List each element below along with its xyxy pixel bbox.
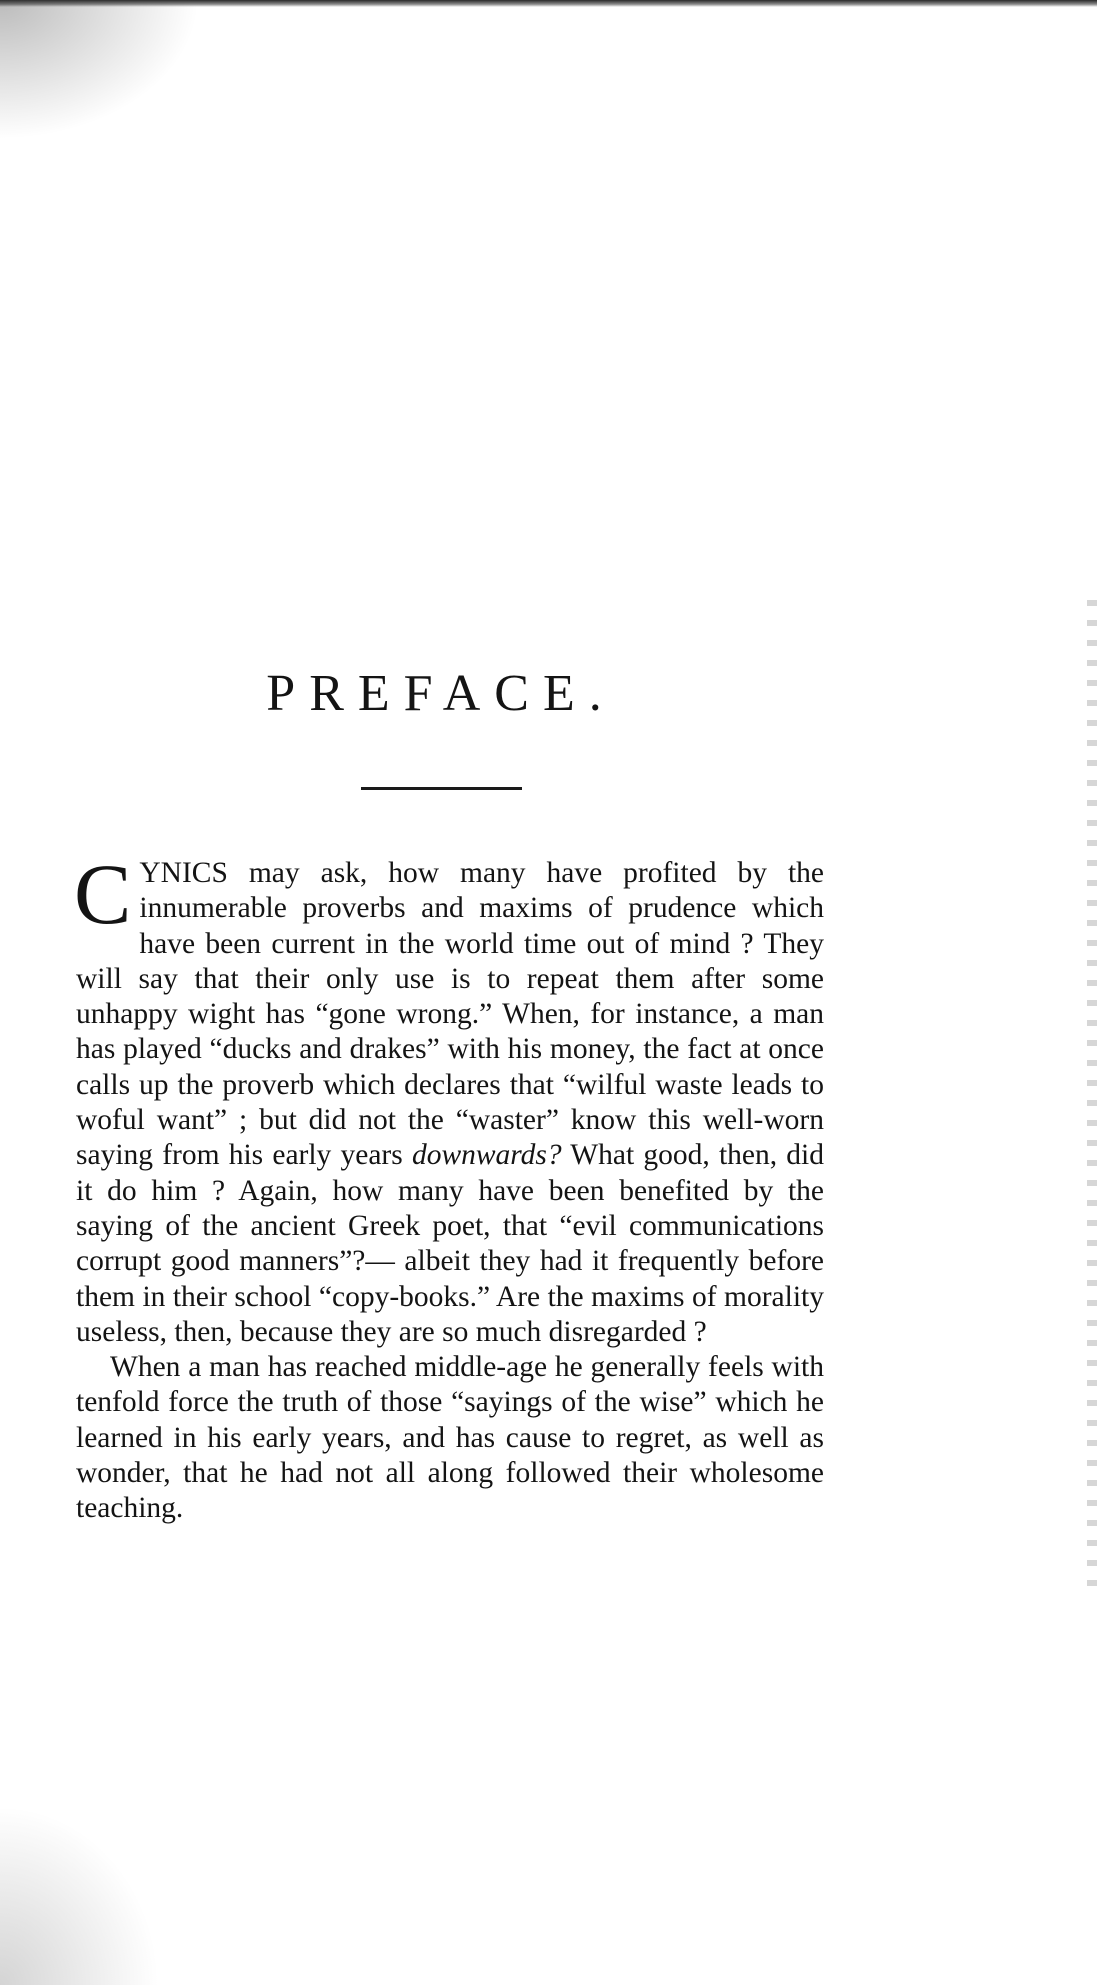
page-right-edge (1087, 600, 1097, 1600)
opening-word: YNICS (139, 857, 228, 889)
drop-cap: C (74, 846, 132, 942)
body-text (74, 846, 824, 1527)
page-corner-speckle (0, 0, 200, 140)
paragraph-1-text-b: What good, then, did it do him ? Again, how many have been benefited by the saying of the ancient Greek poet, that “evil communications corrupt good manners”?— albeit they had it frequently before them in their school “copy-books.” Are the maxims of morality useless, then, because they are so much disregarded ? (76, 1139, 824, 1348)
paragraph-1-text-a: may ask, how many have profited by the innumerable proverbs and maxims of prudence which have been current in the world time out of mind ? They will say that their only use is to repeat them after some unhappy wight has “gone wrong.” When, for instance, a man has played “ducks and drakes” with his money, the fact at once calls up the proverb which declares that “wilful waste leads to woful want” ; but did not the “waster” know this well-worn saying from his early years (76, 857, 824, 1172)
paragraph-1 (74, 846, 824, 1350)
page-bottom-corner (0, 1805, 160, 1985)
title-rule (361, 787, 522, 790)
paragraph-1-italic: downwards? (411, 1139, 562, 1172)
paragraph-2: When a man has reached middle-age he generally feels with tenfold force the truth of those “sayings of the wise” which he learned in his early years, and has cause to regret, as well as wonder, that he had not all along followed their wholesome teaching. (76, 1351, 824, 1525)
page-title: PREFACE. (266, 665, 616, 722)
